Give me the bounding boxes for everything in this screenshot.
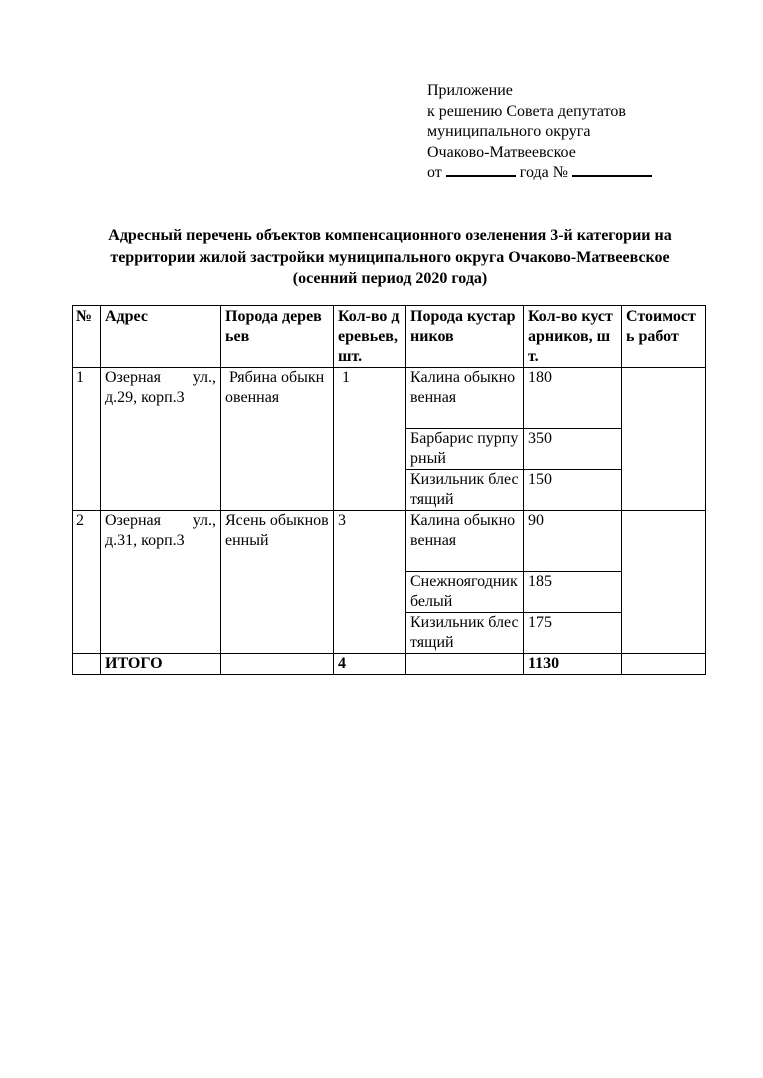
row-shrub-count: 90 bbox=[524, 511, 622, 572]
title-line: территории жилой застройки муниципального округа Очаково-Матвеевское bbox=[110, 248, 670, 266]
row-shrub-count: 150 bbox=[524, 470, 622, 511]
row-shrub-count: 180 bbox=[524, 368, 622, 429]
address-building: д.31, корп.3 bbox=[105, 532, 185, 549]
row-shrub-count: 185 bbox=[524, 572, 622, 613]
document-title bbox=[60, 225, 720, 290]
row-num: 1 bbox=[73, 368, 101, 511]
total-num-cell bbox=[73, 654, 101, 675]
title-line: (осенний период 2020 года) bbox=[292, 270, 488, 287]
title-line: Адресный перечень объектов компенсационного озеленения 3-й категории на bbox=[108, 227, 672, 244]
total-tree-count: 4 bbox=[334, 654, 406, 675]
address-street: Озерная bbox=[105, 512, 161, 529]
row-shrub-species: Кизильник блестящий bbox=[406, 470, 524, 511]
table-row bbox=[73, 368, 706, 429]
header-shrub-count: Кол-во кустарников, шт. bbox=[524, 306, 622, 368]
row-address bbox=[101, 511, 221, 654]
number-blank bbox=[572, 163, 652, 177]
row-shrub-species: Барбарис пурпурный bbox=[406, 429, 524, 470]
total-shrub-species-cell bbox=[406, 654, 524, 675]
date-blank bbox=[446, 163, 516, 177]
objects-table bbox=[72, 305, 706, 675]
address-building: д.29, корп.3 bbox=[105, 389, 185, 406]
row-tree-count: 1 bbox=[334, 368, 406, 511]
total-shrub-count: 1130 bbox=[524, 654, 622, 675]
appendix-block bbox=[427, 81, 727, 184]
address-street-type: ул., bbox=[192, 512, 216, 529]
appendix-date-line bbox=[427, 163, 727, 184]
row-shrub-species: Снежноягодник белый bbox=[406, 572, 524, 613]
table-header-row bbox=[73, 306, 706, 368]
appendix-date-prefix: от bbox=[427, 164, 442, 181]
row-shrub-species: Калина обыкновенная bbox=[406, 368, 524, 429]
appendix-line: Очаково-Матвеевское bbox=[427, 143, 576, 161]
row-tree-species: Рябина обыкновенная bbox=[221, 368, 334, 511]
row-shrub-count: 350 bbox=[524, 429, 622, 470]
header-tree-count: Кол-во деревьев, шт. bbox=[334, 306, 406, 368]
address-street-type: ул., bbox=[192, 369, 216, 386]
appendix-line: к решению Совета депутатов bbox=[427, 102, 626, 120]
row-shrub-species: Кизильник блестящий bbox=[406, 613, 524, 654]
row-address bbox=[101, 368, 221, 511]
total-label: ИТОГО bbox=[101, 654, 221, 675]
appendix-number-label: года № bbox=[519, 164, 568, 181]
header-shrub-species: Порода кустарников bbox=[406, 306, 524, 368]
address-street: Озерная bbox=[105, 369, 161, 386]
row-shrub-count: 175 bbox=[524, 613, 622, 654]
row-cost bbox=[622, 511, 706, 654]
table-row bbox=[73, 511, 706, 572]
header-address: Адрес bbox=[101, 306, 221, 368]
row-cost bbox=[622, 368, 706, 511]
row-shrub-species: Калина обыкновенная bbox=[406, 511, 524, 572]
total-tree-species-cell bbox=[221, 654, 334, 675]
appendix-line: муниципального округа bbox=[427, 123, 591, 140]
header-num: № bbox=[73, 306, 101, 368]
header-tree-species: Порода деревьев bbox=[221, 306, 334, 368]
appendix-line: Приложение bbox=[427, 82, 513, 99]
total-cost-cell bbox=[622, 654, 706, 675]
row-tree-species: Ясень обыкновенный bbox=[221, 511, 334, 654]
table-total-row bbox=[73, 654, 706, 675]
header-cost: Стоимость работ bbox=[622, 306, 706, 368]
row-tree-count: 3 bbox=[334, 511, 406, 654]
row-num: 2 bbox=[73, 511, 101, 654]
